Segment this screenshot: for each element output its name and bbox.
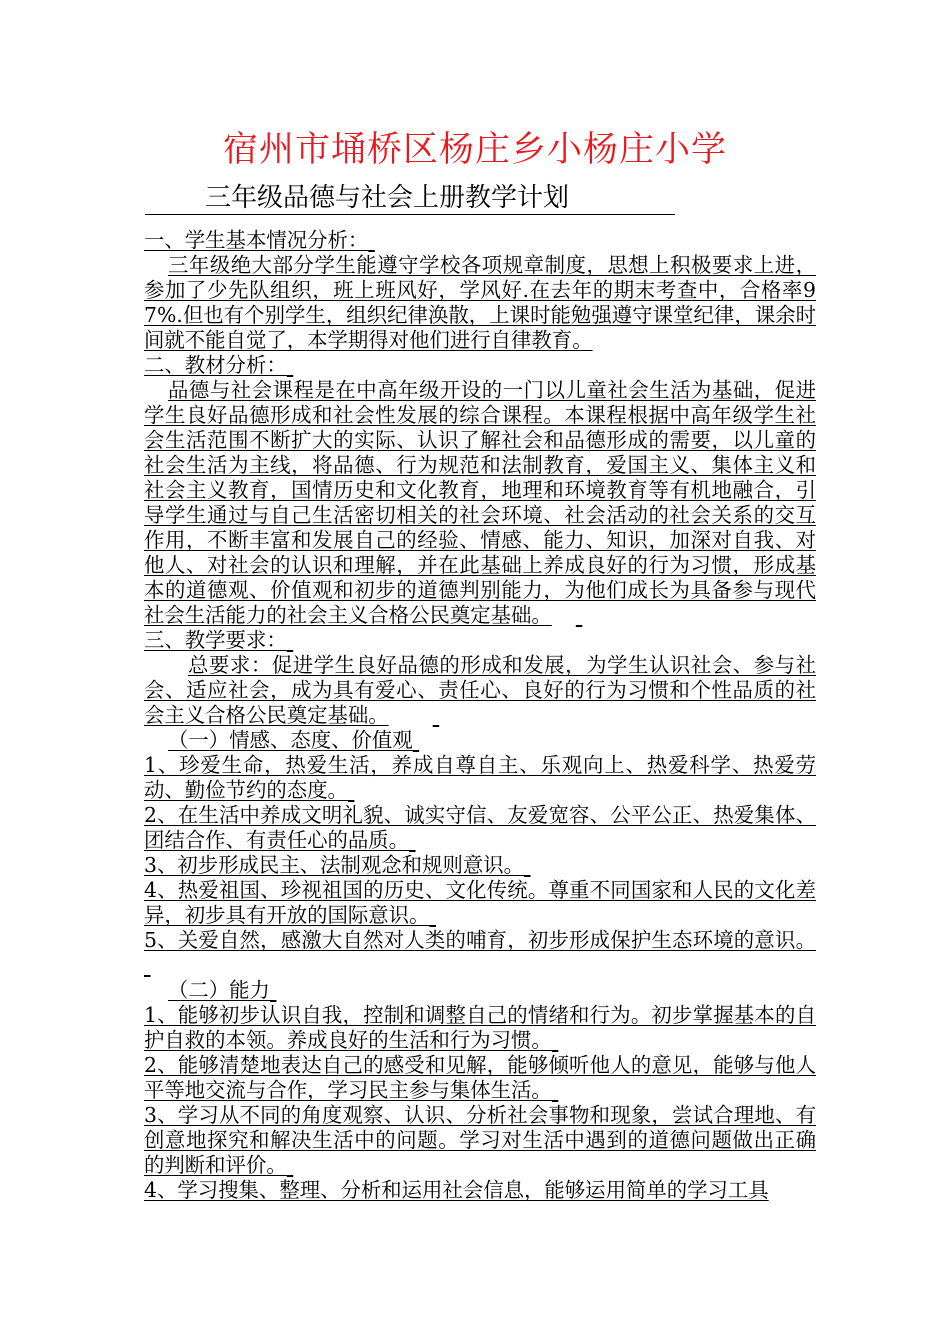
paragraph-e5: 5、关爱自然，感激大自然对人类的哺育，初步形成保护生态环境的意识。 [144,928,816,952]
paragraph-e4: 4、热爱祖国、珍视祖国的历史、文化传统。尊重不同国家和人民的文化差异，初步具有开放的国际意识。 [144,878,816,927]
paragraph-p1: 三年级绝大部分学生能遵守学校各项规章制度，思想上积极要求上进，参加了少先队组织，班上班风好，学风好.在去年的期末考查中，合格率97%.但也有个别学生，组织纪律涣散，上课时能勉强遵守课堂纪律，课余时间就不能自觉了，本学期得对他们进行自律教育。 [144,253,816,352]
paragraph-p3: 总要求：促进学生良好品德的形成和发展，为学生认识社会、参与社会、适应社会，成为具有爱心、责任心、良好的行为习惯和个性品质的社会主义合格公民奠定基础。 [144,653,816,727]
paragraph-h2: 二、教材分析： [144,353,287,377]
paragraph-a4: 4、学习搜集、整理、分析和运用社会信息，能够运用简单的学习工具 [144,1178,769,1202]
paragraph-e2: 2、在生活中养成文明礼貌、诚实守信、友爱宽容、公平公正、热爱集体、团结合作、有责任心的品质。 [144,803,816,852]
paragraph-a2: 2、能够清楚地表达自己的感受和见解，能够倾听他人的意见，能够与他人平等地交流与合作，学习民主参与集体生活。 [144,1053,816,1102]
paragraph-p2: 品德与社会课程是在中高年级开设的一门以儿童社会生活为基础，促进学生良好品德形成和社会性发展的综合课程。本课程根据中高年级学生社会生活范围不断扩大的实际、认识了解社会和品德形成的需要，以儿童的社会生活为主线，将品德、行为规范和法制教育，爱国主义、集体主义和社会主义教育，国情历史和文化教育，地理和环境教育等有机地融合，引导学生通过与自己生活密切相关的社会环境、社会活动的社会关系的交互作用，不断丰富和发展自己的经验、情感、能力、知识，加深对自我、对他人、对社会的认识和理解，并在此基础上养成良好的行为习惯，形成基本的道德观、价值观和初步的道德判别能力，为他们成长为具备参与现代社会生活能力的社会主义合格公民奠定基础。 [144,378,816,627]
paragraph-h1: 一、学生基本情况分析： [144,228,369,252]
paragraph-h3: 三、教学要求： [144,628,287,652]
paragraph-s2: （二）能力 [168,978,270,1002]
paragraph-e3: 3、初步形成民主、法制观念和规则意识。 [144,853,525,877]
paragraph-a3: 3、学习从不同的角度观察、认识、分析社会事物和现象，尝试合理地、有创意地探究和解决生活中的问题。学习对生活中遇到的道德问题做出正确的判断和评价。 [144,1103,816,1177]
paragraph-s1: （一）情感、态度、价值观 [168,728,413,752]
plan-title-text: 三年级品德与社会上册教学计划 [205,183,570,213]
paragraph-e1: 1、珍爱生命，热爱生活，养成自尊自主、乐观向上、热爱科学、热爱劳动、勤俭节约的态度。 [144,753,816,802]
plan-title [145,182,675,215]
paragraph-a1: 1、能够初步认识自我，控制和调整自己的情绪和行为。初步掌握基本的自护自救的本领。养成良好的生活和行为习惯。 [144,1003,816,1052]
document-body [144,228,816,1203]
school-title: 宿州市埇桥区杨庄乡小杨庄小学 [222,130,727,170]
